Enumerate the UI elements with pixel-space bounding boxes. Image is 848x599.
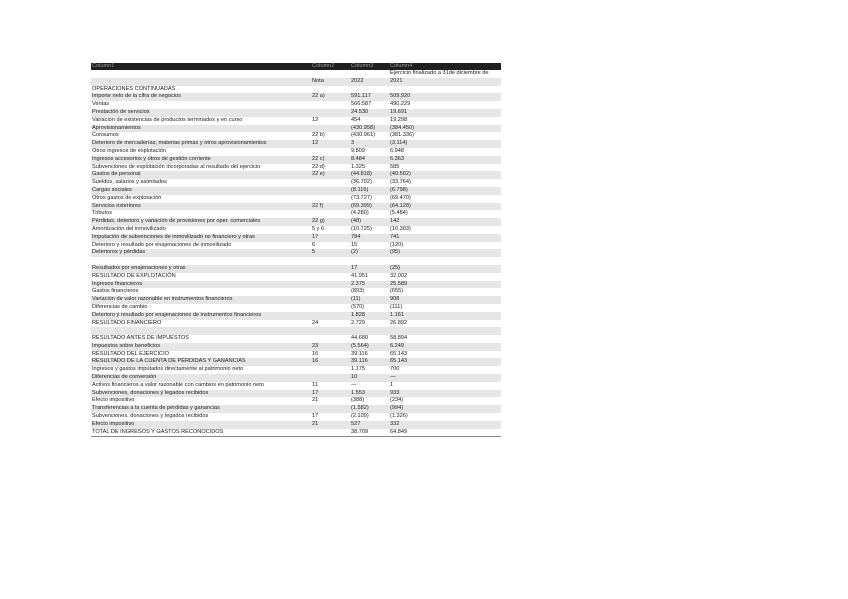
table-row	[91, 203, 501, 211]
table-row	[91, 132, 501, 140]
table-cell[interactable]: (64.128)	[389, 203, 501, 211]
table-row	[91, 421, 501, 429]
table-cell[interactable]: (2)	[350, 249, 389, 257]
table-cell[interactable]: Ventas	[92, 101, 110, 108]
column-header[interactable]: Column3	[350, 63, 389, 70]
table-cell[interactable]	[311, 374, 350, 382]
table-cell[interactable]: 741	[389, 234, 501, 242]
table-row	[91, 156, 501, 164]
table-cell[interactable]: Gastos financieros	[92, 288, 139, 295]
table-cell[interactable]	[311, 296, 350, 304]
table-cell[interactable]: (430.961)	[351, 132, 375, 139]
table-cell[interactable]: (234)	[390, 397, 404, 404]
table-cell[interactable]	[311, 312, 350, 320]
table-cell[interactable]: 22 g)	[311, 218, 350, 226]
table-cell[interactable]: 142	[389, 218, 501, 226]
table-cell[interactable]: 26.892	[390, 319, 408, 326]
table-cell[interactable]	[350, 70, 389, 78]
table-cell[interactable]: 24.530	[350, 109, 389, 117]
table-cell[interactable]: (381.336)	[390, 132, 414, 139]
table-cell[interactable]: 591.117	[350, 93, 389, 101]
table-cell[interactable]: (8.116)	[350, 187, 389, 195]
table-cell[interactable]	[311, 210, 350, 218]
table-cell[interactable]: Aprovisionamientos	[91, 125, 311, 133]
table-cell[interactable]: Impuestos sobre beneficios	[91, 343, 311, 351]
table-cell[interactable]: 490.229	[390, 101, 411, 108]
table-cell[interactable]: Variación de valor razonable en instrumentos financieros	[91, 296, 311, 304]
table-cell[interactable]: RESULTADO FINANCIERO	[92, 319, 162, 326]
table-row	[91, 187, 501, 195]
table-cell[interactable]: 17	[311, 390, 350, 398]
table-cell[interactable]: 16	[311, 358, 350, 366]
table-cell[interactable]	[389, 257, 501, 265]
table-cell[interactable]: Subvenciones, donaciones y legados recibidos	[92, 413, 209, 420]
table-cell[interactable]: 6	[312, 241, 316, 248]
table-cell[interactable]: 38.709	[350, 429, 389, 437]
table-cell[interactable]: (4.280)	[351, 210, 369, 217]
table-cell[interactable]: (10.303)	[390, 225, 411, 232]
table-cell[interactable]: 2021	[389, 78, 501, 86]
table-cell[interactable]	[91, 257, 311, 265]
table-cell[interactable]: (3.114)	[389, 140, 501, 148]
table-row	[91, 320, 501, 328]
table-cell[interactable]	[311, 70, 350, 78]
column-header[interactable]: Column4	[389, 63, 501, 70]
table-cell[interactable]	[311, 405, 350, 413]
table-cell[interactable]: 332	[389, 421, 501, 429]
table-cell[interactable]: (69.399)	[350, 203, 389, 211]
table-cell[interactable]: 1.161	[389, 312, 501, 320]
table-cell[interactable]: (36.702)	[351, 179, 372, 186]
table-cell[interactable]: Variación de existencias de productos terminados y en curso	[92, 116, 243, 123]
table-cell[interactable]: RESULTADO DE EXPLOTACIÓN	[92, 272, 176, 279]
table-cell[interactable]: 64.849	[389, 429, 501, 437]
table-cell[interactable]	[91, 78, 311, 86]
table-cell[interactable]: 24	[312, 319, 319, 326]
table-row	[91, 249, 501, 257]
table-cell[interactable]: (388)	[351, 397, 365, 404]
table-row	[91, 148, 501, 156]
table-cell[interactable]: (111)	[390, 303, 403, 310]
table-cell[interactable]: 22 c)	[311, 156, 350, 164]
table-cell[interactable]: 44.680	[351, 335, 369, 342]
table-row	[91, 257, 501, 265]
table-cell[interactable]: 21	[311, 421, 350, 429]
table-cell[interactable]: 17	[311, 234, 350, 242]
table-cell[interactable]	[311, 257, 350, 265]
table-row	[91, 171, 501, 179]
table-cell[interactable]: 58.894	[390, 335, 408, 342]
table-row	[91, 390, 501, 398]
table-cell[interactable]: Tributos	[92, 210, 112, 217]
table-row	[91, 296, 501, 304]
table-cell[interactable]: 1.828	[350, 312, 389, 320]
table-cell[interactable]: (73.727)	[351, 194, 372, 201]
table-cell[interactable]: Deterioro y resultado por enajenaciones de inmovilizado	[92, 241, 232, 248]
table-cell[interactable]: 5 y 6	[312, 225, 325, 232]
table-cell[interactable]: 566.587	[351, 101, 372, 108]
table-cell[interactable]: 22 a)	[311, 93, 350, 101]
table-cell[interactable]: —	[389, 374, 501, 382]
table-cell[interactable]: Transferencias a la cuenta de pérdidas y ganancias	[91, 405, 311, 413]
table-cell[interactable]: (893)	[351, 288, 365, 295]
table-cell[interactable]: RESULTADO DE LA CUENTA DE PÉRDIDAS Y GANANCIAS	[91, 358, 311, 366]
table-cell[interactable]: 8.484	[350, 156, 389, 164]
table-cell[interactable]: 23	[311, 343, 350, 351]
table-cell[interactable]: (11)	[350, 296, 389, 304]
table-row	[91, 179, 501, 187]
table-cell[interactable]: 22 b)	[312, 132, 325, 139]
table-cell[interactable]: 12	[311, 140, 350, 148]
table-cell[interactable]	[389, 86, 501, 94]
table-cell[interactable]: 6.948	[390, 147, 404, 154]
table-cell[interactable]: Nota	[311, 78, 350, 86]
table-cell[interactable]	[311, 101, 350, 109]
table-cell[interactable]: 25.589	[389, 281, 501, 289]
table-cell[interactable]: (40.562)	[389, 171, 501, 179]
table-cell[interactable]	[311, 429, 350, 437]
table-cell[interactable]: 10	[350, 374, 389, 382]
table-row	[91, 109, 501, 117]
table-cell[interactable]: 527	[350, 421, 389, 429]
table-cell[interactable]: (570)	[351, 303, 365, 310]
table-cell[interactable]: Efecto impositivo	[91, 421, 311, 429]
table-cell[interactable]: Importe neto de la cifra de negocios	[91, 93, 311, 101]
table-row	[91, 210, 501, 218]
table-cell[interactable]: (430.958)	[350, 125, 389, 133]
table-cell[interactable]: RESULTADO ANTES DE IMPUESTOS	[92, 335, 189, 342]
table-cell[interactable]: 700	[390, 366, 400, 373]
table-cell[interactable]	[91, 327, 311, 335]
table-cell[interactable]	[350, 327, 389, 335]
header-row	[91, 63, 501, 70]
table-cell[interactable]: 585	[390, 163, 400, 170]
table-row	[91, 93, 501, 101]
table-cell[interactable]: 509.920	[389, 93, 501, 101]
table-cell[interactable]	[311, 125, 350, 133]
table-cell[interactable]: Ingresos financieros	[91, 281, 311, 289]
table-row	[91, 281, 501, 289]
table-cell[interactable]: 2.729	[351, 319, 365, 326]
table-row	[91, 343, 501, 351]
table-row	[91, 242, 501, 250]
table-cell[interactable]: 5	[311, 249, 350, 257]
table-cell[interactable]: 22 f)	[311, 203, 350, 211]
table-row	[91, 312, 501, 320]
table-cell[interactable]	[91, 70, 311, 78]
table-row	[91, 273, 501, 281]
table-row	[91, 218, 501, 226]
table-row	[91, 70, 501, 78]
table-cell[interactable]: TOTAL DE INGRESOS Y GASTOS RECONOCIDOS	[91, 429, 311, 437]
table-cell[interactable]: (1.326)	[390, 413, 408, 420]
table-cell[interactable]: Diferencias de conversión	[91, 374, 311, 382]
table-cell[interactable]: (10.725)	[351, 225, 372, 232]
table-cell[interactable]: 3	[350, 140, 389, 148]
table-cell[interactable]: 2.375	[350, 281, 389, 289]
table-cell[interactable]: 1.175	[351, 366, 365, 373]
table-cell[interactable]: 22 e)	[311, 171, 350, 179]
table-cell[interactable]: 1	[390, 381, 394, 388]
table-row	[91, 125, 501, 133]
table-cell[interactable]: (2.109)	[351, 413, 369, 420]
table-cell[interactable]: 19.298	[390, 116, 408, 123]
table-cell[interactable]: Deterioro de mercaderías, materias primas y otros aprovisionamientos	[91, 140, 311, 148]
table-cell[interactable]: 9.809	[351, 147, 365, 154]
table-cell[interactable]: 22 d)	[312, 163, 325, 170]
table-cell[interactable]: Resultados por enajenaciones y otras	[91, 265, 311, 273]
table-cell[interactable]	[311, 327, 350, 335]
table-cell[interactable]: 65.143	[390, 350, 408, 357]
table-cell[interactable]: RESULTADO DEL EJERCICIO	[92, 350, 169, 357]
table-row	[91, 226, 501, 234]
table-cell[interactable]: 1.553	[350, 390, 389, 398]
table-cell[interactable]: (33.764)	[390, 179, 411, 186]
table-row	[91, 265, 501, 273]
table-row	[91, 195, 501, 203]
table-cell[interactable]	[311, 179, 350, 187]
table-cell[interactable]: (69.470)	[390, 194, 411, 201]
table-cell[interactable]: 6.249	[389, 343, 501, 351]
table-cell[interactable]: 41.951	[351, 272, 369, 279]
table-cell[interactable]: 32.002	[390, 272, 408, 279]
table-cell[interactable]	[311, 304, 350, 312]
table-cell[interactable]: Cargas sociales	[91, 187, 311, 195]
table-cell[interactable]: Pérdidas, deterioro y variación de provisiones por oper. comerciales	[91, 218, 311, 226]
table-row	[91, 288, 501, 296]
table-cell[interactable]: (120)	[390, 241, 404, 248]
table-cell[interactable]: (994)	[389, 405, 501, 413]
table-cell[interactable]	[350, 257, 389, 265]
table-cell[interactable]: —	[351, 381, 357, 388]
table-cell[interactable]: 21	[312, 397, 319, 404]
table-row	[91, 358, 501, 366]
table-cell[interactable]: (5.484)	[390, 210, 408, 217]
table-cell[interactable]: (384.450)	[389, 125, 501, 133]
table-cell[interactable]: Gastos de personal	[91, 171, 311, 179]
table-cell[interactable]: 784	[350, 234, 389, 242]
table-row	[91, 164, 501, 172]
table-cell[interactable]	[311, 187, 350, 195]
table-cell[interactable]: 1.325	[351, 163, 365, 170]
table-row	[91, 366, 501, 374]
table-cell[interactable]: 39.116	[350, 358, 389, 366]
table-row	[91, 304, 501, 312]
table-cell[interactable]	[350, 86, 389, 94]
table-cell[interactable]: (655)	[390, 288, 404, 295]
table-cell[interactable]	[311, 265, 350, 273]
column-header[interactable]: Column1	[91, 63, 311, 70]
column-header[interactable]: Column2	[311, 63, 350, 70]
table-cell[interactable]	[311, 195, 350, 203]
table-cell[interactable]	[311, 148, 350, 156]
table-row	[91, 86, 501, 94]
table-cell[interactable]: 17	[350, 265, 389, 273]
table-cell[interactable]: Ingresos accesorios y otros de gestión corriente	[91, 156, 311, 164]
table-cell[interactable]	[311, 366, 350, 374]
table-cell[interactable]: 933	[389, 390, 501, 398]
table-cell[interactable]: Efecto impositivo	[92, 397, 135, 404]
table-cell[interactable]: (25)	[389, 265, 501, 273]
table-cell[interactable]	[311, 281, 350, 289]
table-cell[interactable]: Amortización del inmovilizado	[92, 225, 166, 232]
table-cell[interactable]	[311, 273, 350, 281]
table-cell[interactable]: 454	[351, 116, 361, 123]
table-row	[91, 101, 501, 109]
table-row	[91, 78, 501, 86]
table-cell[interactable]: Deterioros y pérdidas	[91, 249, 311, 257]
table-cell[interactable]: Subvenciones, donaciones y legados recibidos	[91, 390, 311, 398]
table-cell[interactable]: 15	[351, 241, 358, 248]
table-cell[interactable]: (5.564)	[350, 343, 389, 351]
table-cell[interactable]: Diferencias de cambio	[92, 303, 148, 310]
table-cell[interactable]	[311, 335, 350, 343]
table-cell[interactable]	[311, 86, 350, 94]
table-cell[interactable]: Activos financieros a valor razonable con cambios en patrimonio neto	[92, 381, 264, 388]
table-cell[interactable]: Otros gastos de explotación	[92, 194, 162, 201]
table-cell[interactable]: 17	[312, 413, 319, 420]
table-row	[91, 405, 501, 413]
table-cell[interactable]: Imputación de subvenciones de inmovilizado no financiero y otras	[91, 234, 311, 242]
table-cell[interactable]: Otros ingresos de explotación	[92, 147, 167, 154]
table-row	[91, 374, 501, 382]
table-cell[interactable]: Consumos	[92, 132, 119, 139]
table-cell[interactable]: (44.818)	[350, 171, 389, 179]
table-cell[interactable]: (48)	[350, 218, 389, 226]
table-cell[interactable]: 19.691	[389, 109, 501, 117]
table-cell[interactable]: 16	[312, 350, 319, 357]
table-row	[91, 117, 501, 125]
table-cell[interactable]: 12	[312, 116, 319, 123]
table-row	[91, 234, 501, 242]
table-cell[interactable]: Sueldos, salarios y asimilados	[92, 179, 167, 186]
table-row	[91, 335, 501, 343]
table-row	[91, 397, 501, 405]
table-cell[interactable]: 65.143	[389, 358, 501, 366]
table-cell[interactable]: OPERACIONES CONTINUADAS	[92, 85, 176, 92]
table-row	[91, 382, 501, 390]
table-cell[interactable]: Deterioro y resultado por enajenaciones de instrumentos financieros	[91, 312, 311, 320]
table-cell[interactable]: (6.798)	[389, 187, 501, 195]
table-cell[interactable]: Servicios exteriores	[91, 203, 311, 211]
table-cell[interactable]: (1.582)	[350, 405, 389, 413]
table-cell[interactable]: 2022	[350, 78, 389, 86]
table-cell[interactable]: 39.116	[351, 350, 368, 357]
table-row	[91, 327, 501, 335]
table-cell[interactable]: Ingresos y gastos imputados directamente al patrimonio neto	[92, 366, 244, 373]
table-cell[interactable]: 6.363	[389, 156, 501, 164]
table-cell[interactable]	[311, 288, 350, 296]
table-cell[interactable]: (95)	[389, 249, 501, 257]
table-cell[interactable]	[389, 327, 501, 335]
table-cell[interactable]: Prestación de servicios	[91, 109, 311, 117]
table-row	[91, 140, 501, 148]
table-row	[91, 413, 501, 421]
income-statement-table	[91, 63, 501, 437]
table-cell[interactable]: 908	[389, 296, 501, 304]
table-cell[interactable]: 11	[312, 381, 318, 388]
table-row	[91, 429, 501, 437]
table-cell[interactable]: Ejercicio finalizado a 31de diciembre de	[390, 70, 489, 76]
table-cell[interactable]: Subvenciones de explotación incorporadas al resultado del ejercicio	[92, 163, 261, 170]
table-cell[interactable]	[311, 109, 350, 117]
